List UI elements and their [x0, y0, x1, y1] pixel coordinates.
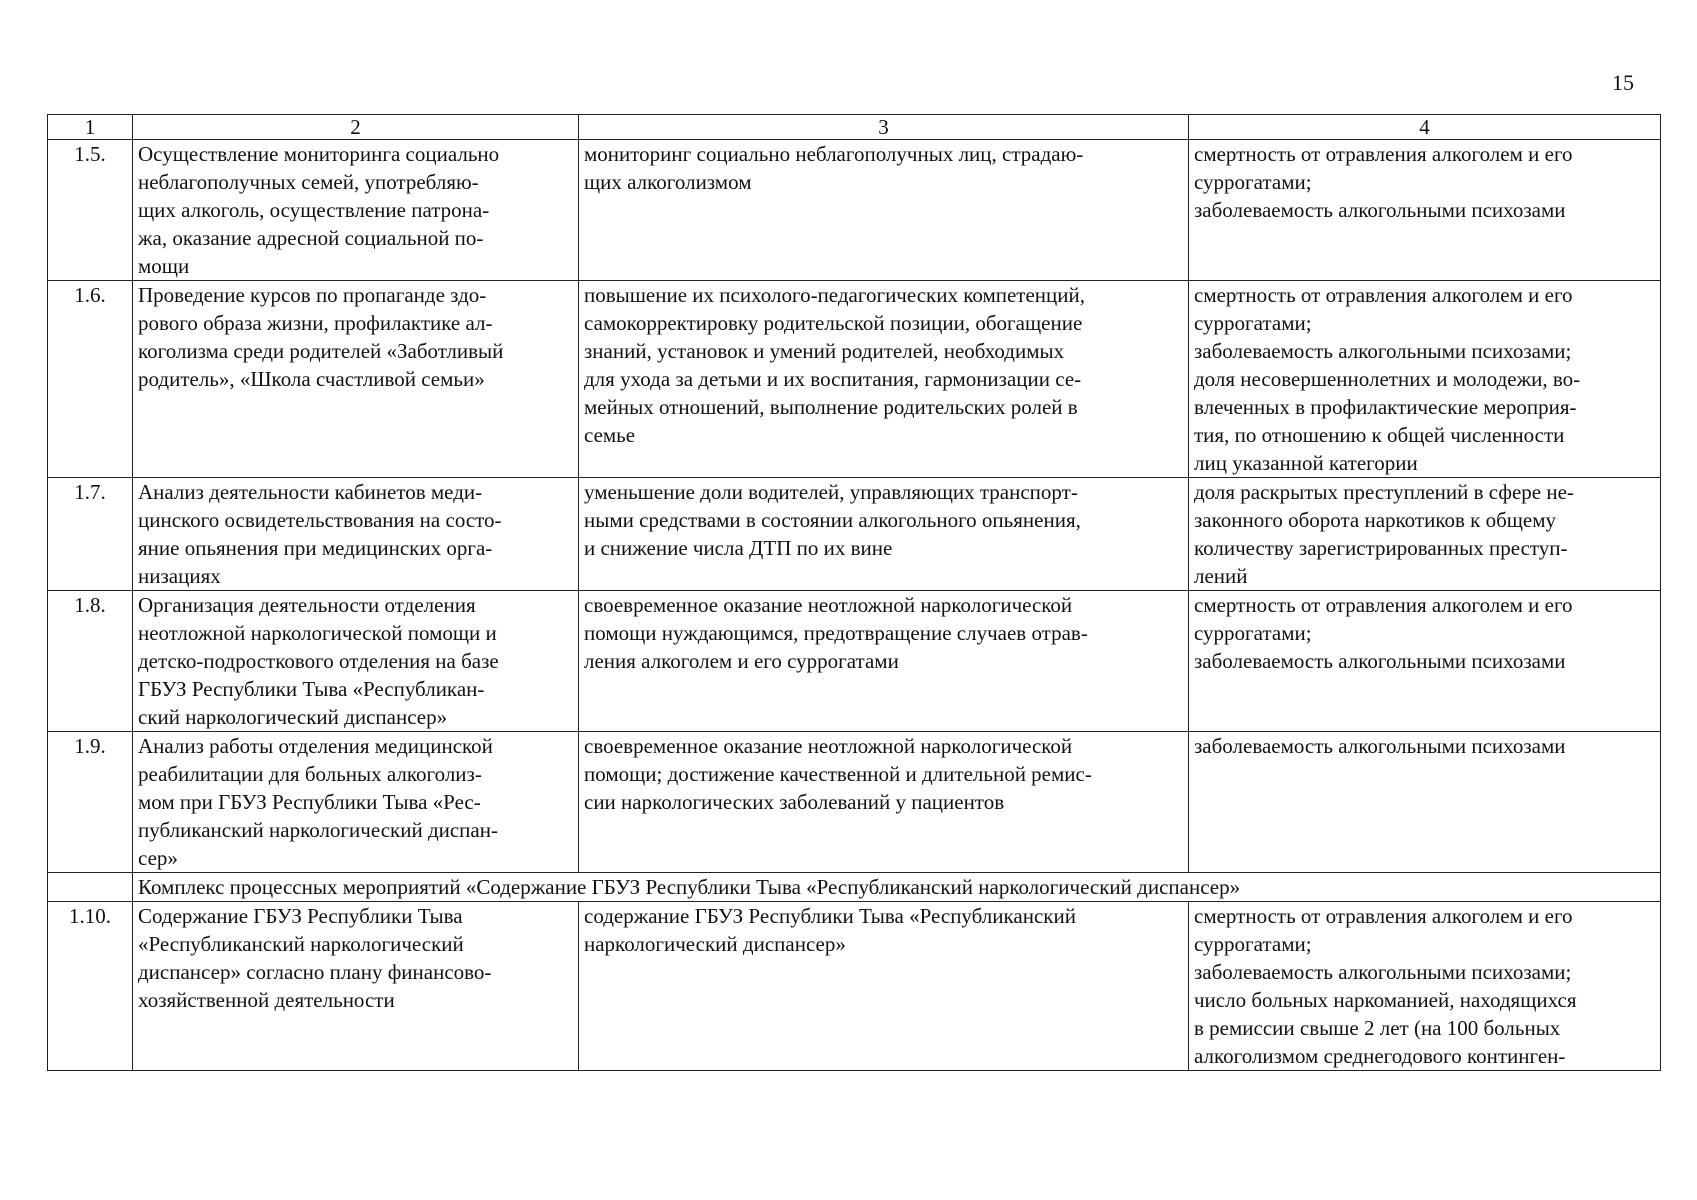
indicator-cell	[1189, 732, 1661, 873]
table-row	[48, 902, 1661, 1071]
section-num-cell	[48, 873, 133, 902]
result-cell	[579, 902, 1189, 1071]
cell-text-line: заболеваемость алкогольными психозами	[1194, 198, 1566, 222]
section-title: Комплекс процессных мероприятий «Содержание ГБУЗ Республики Тыва «Республиканский наркологический диспансер»	[133, 873, 1661, 902]
cell-text-line: суррогатами;	[1194, 932, 1312, 956]
cell-text-line: жа, оказание адресной социальной по-	[138, 226, 484, 250]
cell-text-line: своевременное оказание неотложной наркологической	[584, 593, 1073, 617]
result-cell	[579, 281, 1189, 478]
cell-text-line: Организация деятельности отделения	[138, 593, 476, 617]
cell-text-line: мощи	[138, 254, 190, 278]
activity-cell	[133, 732, 579, 873]
row-number: 1.6.	[48, 281, 133, 478]
activity-cell	[133, 902, 579, 1071]
cell-text-line: суррогатами;	[1194, 170, 1312, 194]
cell-text-line: суррогатами;	[1194, 621, 1312, 645]
cell-text-line: мониторинг социально неблагополучных лиц, страдаю-	[584, 142, 1084, 166]
indicator-cell	[1189, 140, 1661, 281]
cell-text-line: заболеваемость алкогольными психозами;	[1194, 960, 1572, 984]
cell-text-line: диспансер» согласно плану финансово-	[138, 960, 492, 984]
cell-text-line: низациях	[138, 564, 221, 588]
cell-text-line: мейных отношений, выполнение родительских ролей в	[584, 395, 1078, 419]
cell-text-line: рового образа жизни, профилактике ал-	[138, 311, 493, 335]
cell-text-line: смертность от отравления алкоголем и его	[1194, 904, 1573, 928]
result-cell	[579, 478, 1189, 591]
activity-cell	[133, 591, 579, 732]
cell-text-line: «Республиканский наркологический	[138, 932, 464, 956]
row-number: 1.9.	[48, 732, 133, 873]
cell-text-line: алкоголизмом среднегодового континген-	[1194, 1044, 1566, 1068]
cell-text-line: родитель», «Школа счастливой семьи»	[138, 367, 485, 391]
cell-text-line: неблагополучных семей, употребляю-	[138, 170, 479, 194]
cell-text-line: уменьшение доли водителей, управляющих транспорт-	[584, 480, 1078, 504]
table-row	[48, 281, 1661, 478]
cell-text-line: для ухода за детьми и их воспитания, гармонизации се-	[584, 367, 1082, 391]
cell-text-line: смертность от отравления алкоголем и его	[1194, 593, 1573, 617]
activity-cell	[133, 140, 579, 281]
row-number: 1.8.	[48, 591, 133, 732]
table-row	[48, 732, 1661, 873]
cell-text-line: Осуществление мониторинга социально	[138, 142, 500, 166]
cell-text-line: неотложной наркологической помощи и	[138, 621, 497, 645]
activity-cell	[133, 281, 579, 478]
table-row	[48, 591, 1661, 732]
cell-text-line: яние опьянения при медицинских орга-	[138, 536, 493, 560]
cell-text-line: ГБУЗ Республики Тыва «Республикан-	[138, 677, 485, 701]
cell-text-line: самокорректировку родительской позиции, обогащение	[584, 311, 1083, 335]
cell-text-line: знаний, установок и умений родителей, необходимых	[584, 339, 1065, 363]
cell-text-line: количеству зарегистрированных преступ-	[1194, 536, 1568, 560]
cell-text-line: Содержание ГБУЗ Республики Тыва	[138, 904, 463, 928]
activity-cell	[133, 478, 579, 591]
cell-text-line: тия, по отношению к общей численности	[1194, 423, 1565, 447]
cell-text-line: лений	[1194, 564, 1248, 588]
column-number-3: 3	[579, 115, 1189, 140]
cell-text-line: помощи; достижение качественной и длительной ремис-	[584, 762, 1092, 786]
indicator-cell	[1189, 478, 1661, 591]
cell-text-line: повышение их психолого-педагогических компетенций,	[584, 283, 1086, 307]
column-number-4: 4	[1189, 115, 1661, 140]
cell-text-line: влеченных в профилактические мероприя-	[1194, 395, 1577, 419]
indicator-cell	[1189, 902, 1661, 1071]
cell-text-line: щих алкоголизмом	[584, 170, 752, 194]
page-number: 15	[1612, 70, 1634, 95]
cell-text-line: законного оборота наркотиков к общему	[1194, 508, 1557, 532]
result-cell	[579, 140, 1189, 281]
cell-text-line: сер»	[138, 846, 178, 870]
cell-text-line: заболеваемость алкогольными психозами	[1194, 734, 1566, 758]
cell-text-line: Анализ деятельности кабинетов меди-	[138, 480, 483, 504]
cell-text-line: хозяйственной деятельности	[138, 988, 395, 1012]
cell-text-line: своевременное оказание неотложной наркологической	[584, 734, 1073, 758]
column-number-1: 1	[48, 115, 133, 140]
cell-text-line: доля раскрытых преступлений в сфере не-	[1194, 480, 1574, 504]
cell-text-line: ления алкоголем и его суррогатами	[584, 649, 899, 673]
cell-text-line: детско-подросткового отделения на базе	[138, 649, 499, 673]
measures-table	[47, 114, 1661, 1071]
cell-text-line: семье	[584, 423, 636, 447]
table-row	[48, 140, 1661, 281]
cell-text-line: ными средствами в состоянии алкогольного опьянения,	[584, 508, 1081, 532]
indicator-cell	[1189, 281, 1661, 478]
cell-text-line: в ремиссии свыше 2 лет (на 100 больных	[1194, 1016, 1561, 1040]
cell-text-line: заболеваемость алкогольными психозами;	[1194, 339, 1572, 363]
row-number: 1.10.	[48, 902, 133, 1071]
indicator-cell	[1189, 591, 1661, 732]
cell-text-line: суррогатами;	[1194, 311, 1312, 335]
column-number-2: 2	[133, 115, 579, 140]
cell-text-line: сии наркологических заболеваний у пациентов	[584, 790, 1005, 814]
table-row	[48, 478, 1661, 591]
cell-text-line: реабилитации для больных алкоголиз-	[138, 762, 482, 786]
row-number: 1.7.	[48, 478, 133, 591]
cell-text-line: ский наркологический диспансер»	[138, 705, 448, 729]
section-row	[48, 873, 1661, 902]
column-number-row	[48, 115, 1661, 140]
cell-text-line: смертность от отравления алкоголем и его	[1194, 142, 1573, 166]
cell-text-line: содержание ГБУЗ Республики Тыва «Республиканский	[584, 904, 1076, 928]
cell-text-line: мом при ГБУЗ Республики Тыва «Рес-	[138, 790, 481, 814]
cell-text-line: Анализ работы отделения медицинской	[138, 734, 493, 758]
cell-text-line: заболеваемость алкогольными психозами	[1194, 649, 1566, 673]
result-cell	[579, 732, 1189, 873]
cell-text-line: лиц указанной категории	[1194, 451, 1418, 475]
table-body	[48, 140, 1661, 1071]
row-number: 1.5.	[48, 140, 133, 281]
cell-text-line: коголизма среди родителей «Заботливый	[138, 339, 504, 363]
cell-text-line: и снижение числа ДТП по их вине	[584, 536, 893, 560]
cell-text-line: число больных наркоманией, находящихся	[1194, 988, 1577, 1012]
cell-text-line: Проведение курсов по пропаганде здо-	[138, 283, 487, 307]
result-cell	[579, 591, 1189, 732]
cell-text-line: цинского освидетельствования на состо-	[138, 508, 502, 532]
cell-text-line: публиканский наркологический диспан-	[138, 818, 498, 842]
cell-text-line: доля несовершеннолетних и молодежи, во-	[1194, 367, 1581, 391]
cell-text-line: наркологический диспансер»	[584, 932, 846, 956]
cell-text-line: смертность от отравления алкоголем и его	[1194, 283, 1573, 307]
cell-text-line: щих алкоголь, осуществление патрона-	[138, 198, 490, 222]
cell-text-line: помощи нуждающимся, предотвращение случаев отрав-	[584, 621, 1088, 645]
